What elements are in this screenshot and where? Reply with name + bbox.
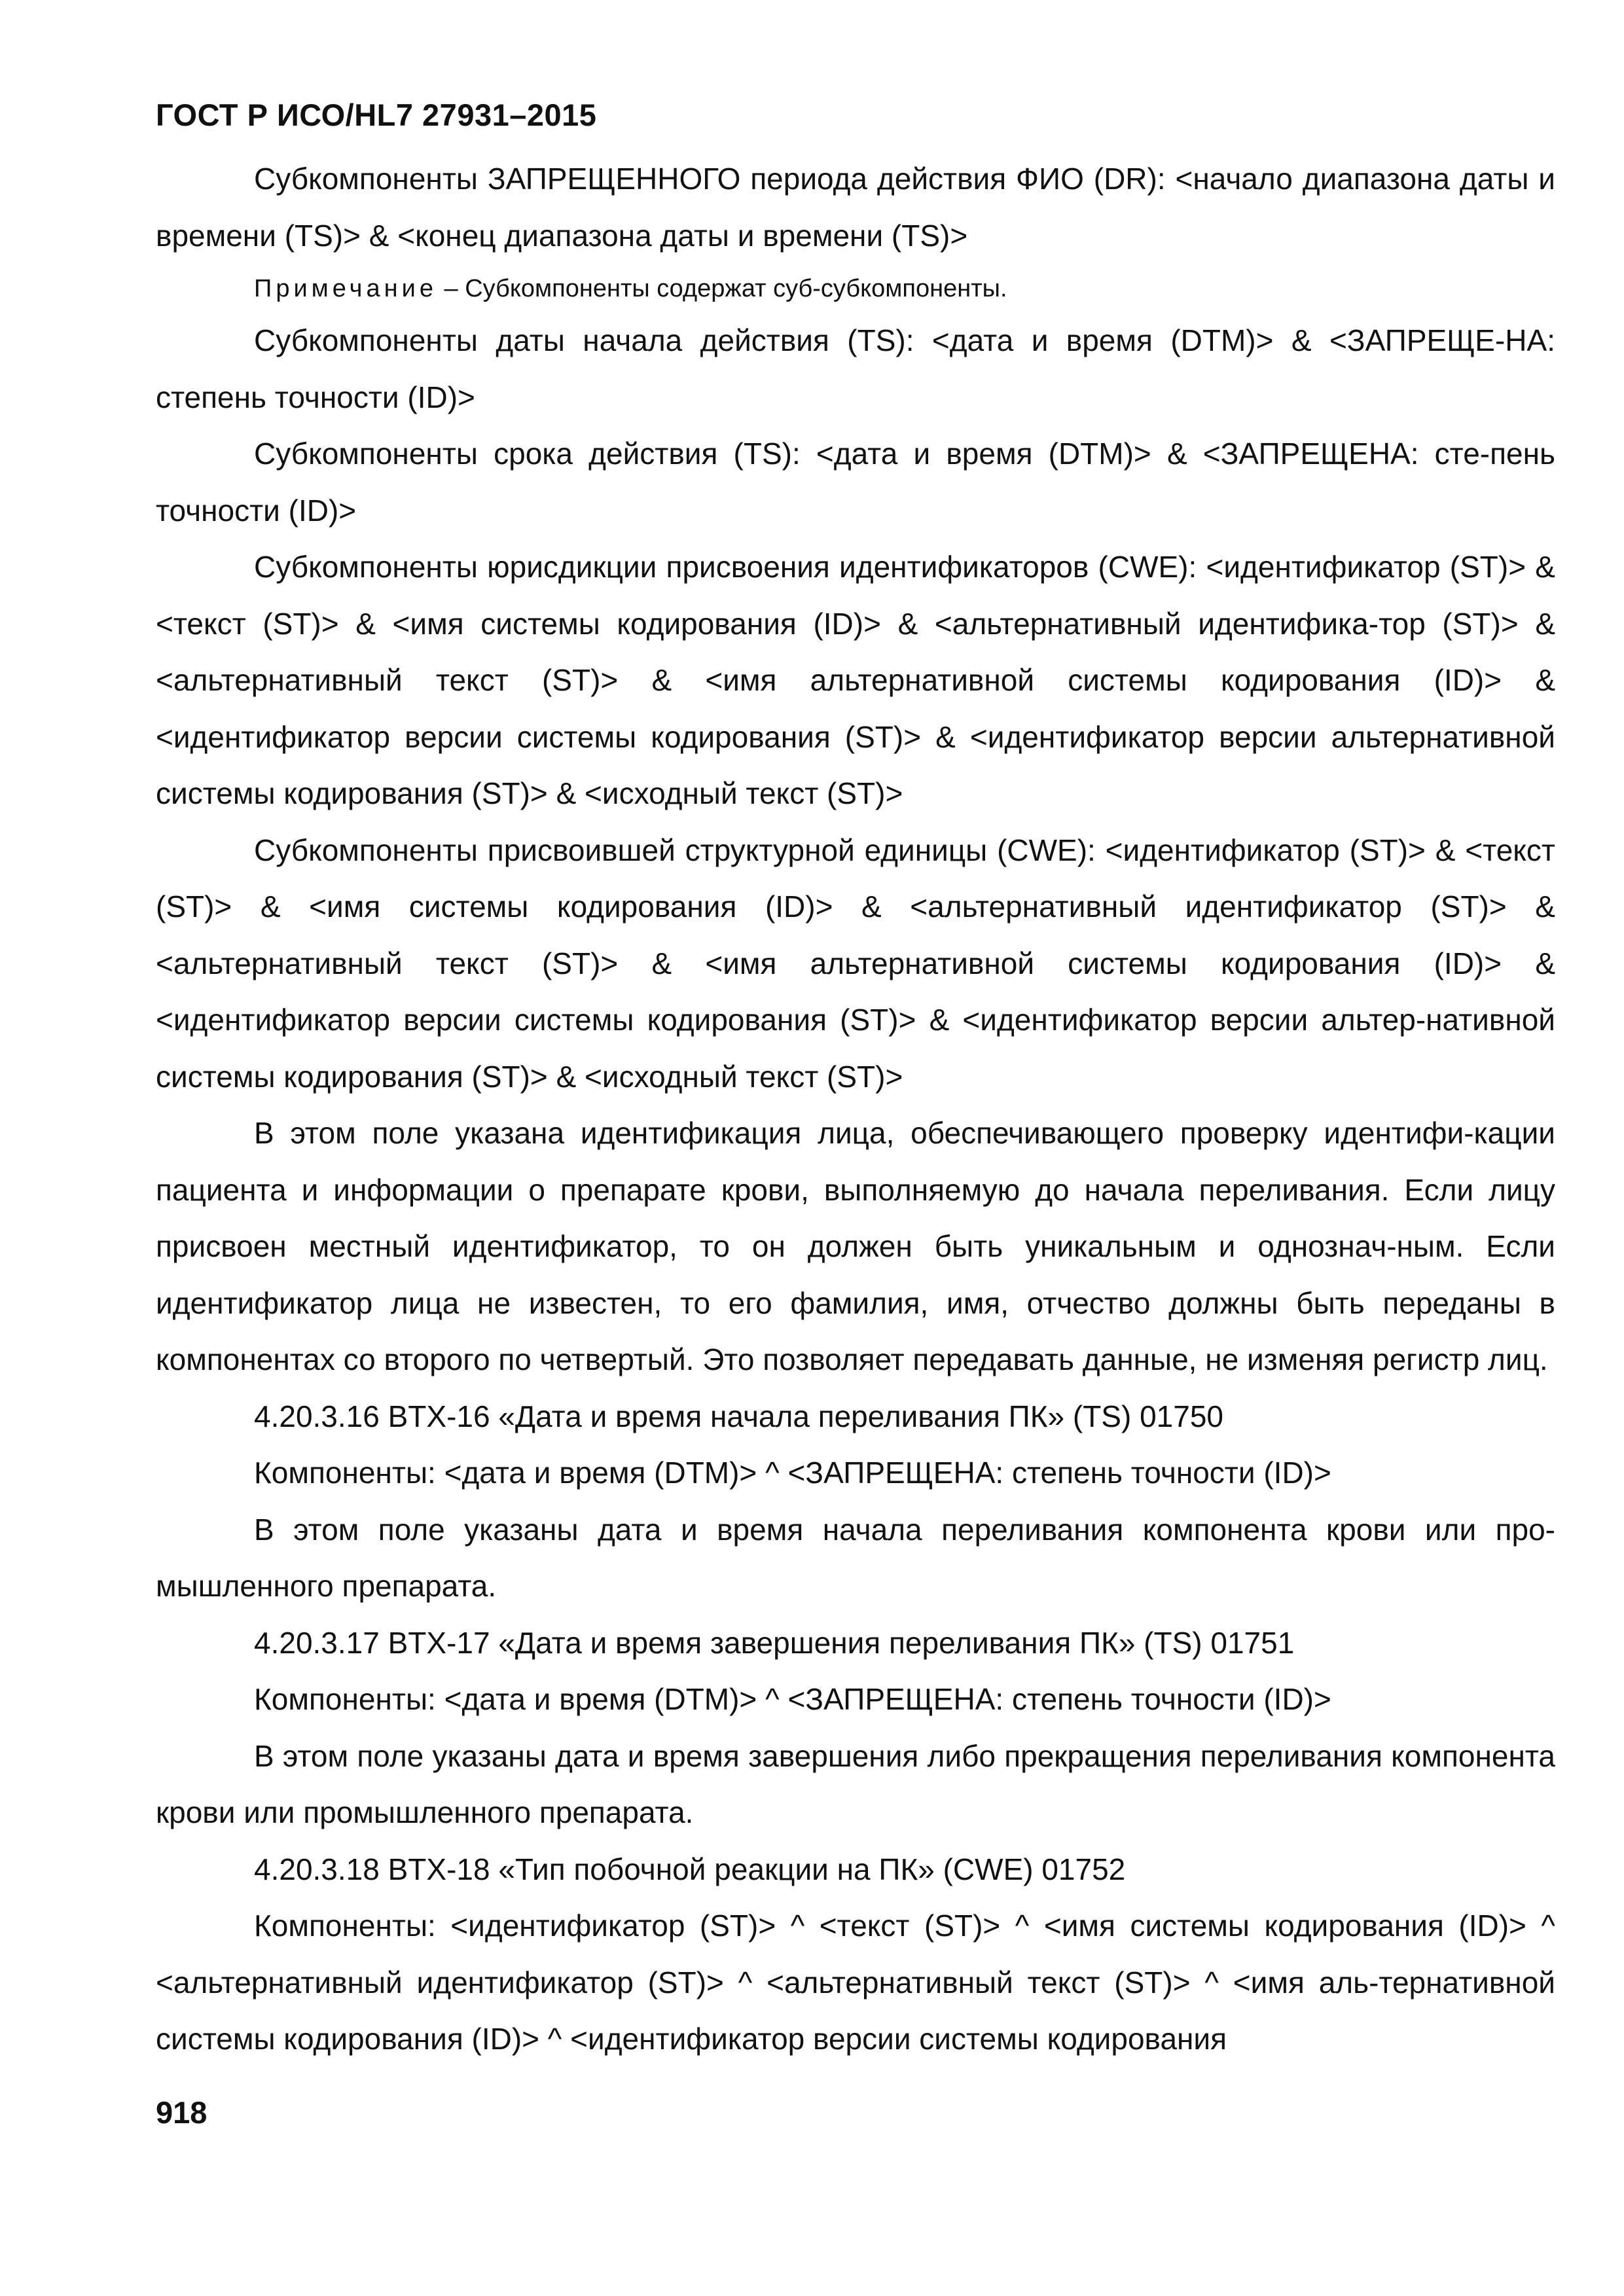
components-btx-16: Компоненты: <дата и время (DTM)> ^ <ЗАПРЕЩЕНА: степень точности (ID)> [254,1456,1331,1490]
paragraph-field-description: В этом поле указана идентификация лица, обеспечивающего проверку идентифи-кации пациента и информации о препарате крови, выполняемую до начала переливания. Если лицу присвоен местный идентификатор, то он должен быть уникальным и однознач-ным. Если идентификатор лица не известен, то его фамилия, имя, отчество должны быть переданы в компонентах со второго по четвертый. Это позволяет передавать данные, не изменяя регистр лиц. [156,1116,1555,1376]
note-text: – Субкомпоненты содержат суб-субкомпоненты. [437,275,1007,302]
description-btx-16: В этом поле указаны дата и время начала переливания компонента крови или про-мышленного препарата. [156,1512,1555,1603]
paragraph-subcomponents-start-date: Субкомпоненты даты начала действия (TS): <дата и время (DTM)> & <ЗАПРЕЩЕ-НА: степень точности (ID)> [156,323,1555,414]
document-header: ГОСТ Р ИСО/HL7 27931–2015 [156,98,597,132]
page-content [156,151,1555,2068]
section-heading-btx-16: 4.20.3.16 BTX-16 «Дата и время начала переливания ПК» (TS) 01750 [254,1399,1223,1433]
paragraph-subcomponents-forbidden-period: Субкомпоненты ЗАПРЕЩЕННОГО периода действия ФИО (DR): <начало диапазона даты и времени (TS)> & <конец диапазона даты и времени (TS)> [156,162,1555,253]
page-number: 918 [156,2095,208,2130]
paragraph-subcomponents-expiry: Субкомпоненты срока действия (TS): <дата и время (DTM)> & <ЗАПРЕЩЕНА: сте-пень точности (ID)> [156,437,1555,528]
description-btx-17: В этом поле указаны дата и время завершения либо прекращения переливания компонента крови или промышленного препарата. [156,1738,1555,1829]
note [156,265,1555,312]
note-label: Примечание [254,275,437,302]
section-heading-btx-17: 4.20.3.17 BTX-17 «Дата и время завершения переливания ПК» (TS) 01751 [254,1625,1295,1660]
section-heading-btx-18: 4.20.3.18 BTX-18 «Тип побочной реакции на ПК» (CWE) 01752 [254,1852,1126,1886]
paragraph-subcomponents-assigning-unit: Субкомпоненты присвоившей структурной единицы (CWE): <идентификатор (ST)> & <текст (ST)> & <имя системы кодирования (ID)> & <альтернативный идентификатор (ST)> & <альтернативный текст (ST)> & <имя альтернативной системы кодирования (ID)> & <идентификатор версии системы кодирования (ST)> & <идентификатор версии альтер-нативной системы кодирования (ST)> & <исходный текст (ST)> [156,833,1555,1094]
components-btx-18: Компоненты: <идентификатор (ST)> ^ <текст (ST)> ^ <имя системы кодирования (ID)> ^ <альтернативный идентификатор (ST)> ^ <альтернативный текст (ST)> ^ <имя аль-тернативной системы кодирования (ID)> ^ <идентификатор версии системы кодирования [156,1909,1555,2056]
components-btx-17: Компоненты: <дата и время (DTM)> ^ <ЗАПРЕЩЕНА: степень точности (ID)> [254,1682,1331,1716]
paragraph-subcomponents-jurisdiction: Субкомпоненты юрисдикции присвоения идентификаторов (CWE): <идентификатор (ST)> & <текст (ST)> & <имя системы кодирования (ID)> & <альтернативный идентифика-тор (ST)> & <альтернативный текст (ST)> & <имя альтернативной системы кодирования (ID)> & <идентификатор версии системы кодирования (ST)> & <идентификатор версии альтернативной системы кодирования (ST)> & <исходный текст (ST)> [156,550,1555,810]
